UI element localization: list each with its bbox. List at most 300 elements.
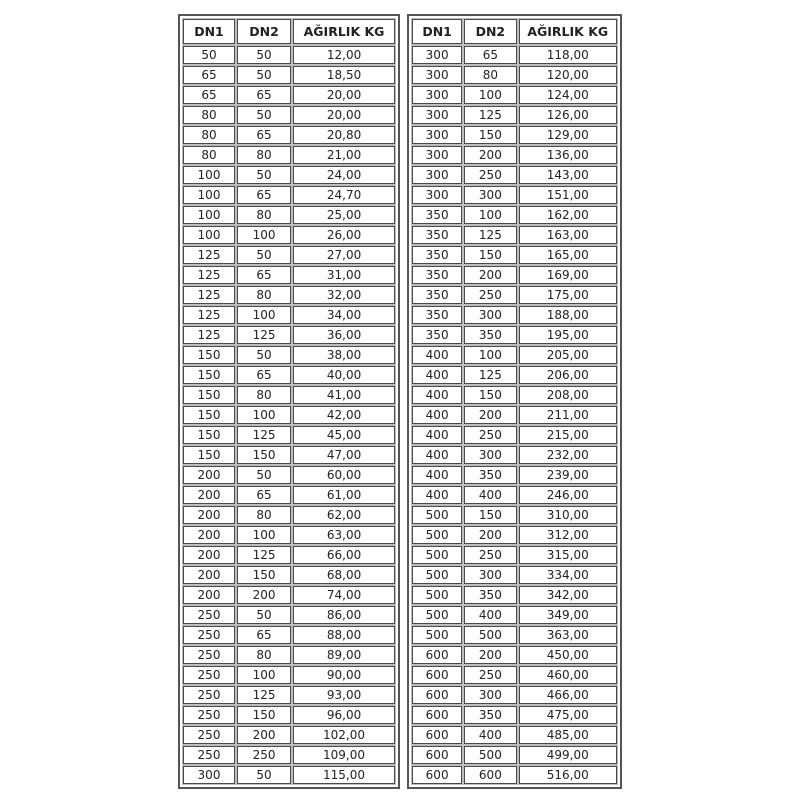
weight-table-right-frame <box>407 14 622 789</box>
cell-dn2: 250 <box>464 286 516 304</box>
table-row <box>183 186 395 204</box>
cell-dn1: 200 <box>183 506 235 524</box>
cell-dn1: 200 <box>183 546 235 564</box>
cell-dn1: 400 <box>412 426 462 444</box>
table-row <box>183 646 395 664</box>
cell-dn1: 150 <box>183 426 235 444</box>
cell-dn2: 150 <box>464 246 516 264</box>
cell-dn2: 400 <box>464 606 516 624</box>
cell-weight-kg: 93,00 <box>293 686 395 704</box>
cell-dn1: 250 <box>183 726 235 744</box>
table-row <box>183 726 395 744</box>
table-row <box>183 606 395 624</box>
cell-weight-kg: 205,00 <box>519 346 618 364</box>
cell-dn2: 200 <box>464 146 516 164</box>
cell-dn2: 100 <box>237 526 291 544</box>
cell-dn1: 600 <box>412 726 462 744</box>
cell-dn2: 80 <box>237 146 291 164</box>
cell-weight-kg: 499,00 <box>519 746 618 764</box>
cell-weight-kg: 246,00 <box>519 486 618 504</box>
table-row <box>412 206 617 224</box>
cell-weight-kg: 47,00 <box>293 446 395 464</box>
cell-dn2: 125 <box>464 106 516 124</box>
cell-dn2: 125 <box>237 426 291 444</box>
cell-dn2: 65 <box>237 626 291 644</box>
cell-weight-kg: 88,00 <box>293 626 395 644</box>
cell-weight-kg: 62,00 <box>293 506 395 524</box>
table-row <box>183 286 395 304</box>
table-row <box>412 406 617 424</box>
cell-dn2: 150 <box>237 706 291 724</box>
cell-weight-kg: 312,00 <box>519 526 618 544</box>
cell-dn1: 350 <box>412 266 462 284</box>
cell-dn2: 50 <box>237 46 291 64</box>
cell-dn1: 400 <box>412 366 462 384</box>
cell-weight-kg: 20,00 <box>293 106 395 124</box>
cell-weight-kg: 485,00 <box>519 726 618 744</box>
cell-dn1: 600 <box>412 706 462 724</box>
table-row <box>183 626 395 644</box>
cell-dn1: 50 <box>183 46 235 64</box>
cell-weight-kg: 450,00 <box>519 646 618 664</box>
weight-table-left-frame <box>178 14 400 789</box>
table-row <box>183 326 395 344</box>
table-row <box>412 166 617 184</box>
cell-weight-kg: 310,00 <box>519 506 618 524</box>
cell-dn1: 150 <box>183 346 235 364</box>
cell-dn1: 600 <box>412 646 462 664</box>
table-row <box>412 566 617 584</box>
cell-dn2: 50 <box>237 166 291 184</box>
cell-weight-kg: 136,00 <box>519 146 618 164</box>
cell-dn1: 250 <box>183 686 235 704</box>
cell-dn1: 500 <box>412 606 462 624</box>
cell-dn1: 250 <box>183 626 235 644</box>
cell-weight-kg: 109,00 <box>293 746 395 764</box>
cell-weight-kg: 163,00 <box>519 226 618 244</box>
table-row <box>183 446 395 464</box>
cell-weight-kg: 24,00 <box>293 166 395 184</box>
table-row <box>183 426 395 444</box>
cell-dn2: 300 <box>464 446 516 464</box>
table-row <box>412 186 617 204</box>
cell-weight-kg: 32,00 <box>293 286 395 304</box>
cell-dn2: 125 <box>237 546 291 564</box>
cell-weight-kg: 349,00 <box>519 606 618 624</box>
table-row <box>412 766 617 784</box>
cell-weight-kg: 42,00 <box>293 406 395 424</box>
cell-dn1: 500 <box>412 566 462 584</box>
cell-dn1: 500 <box>412 526 462 544</box>
cell-dn2: 80 <box>237 646 291 664</box>
cell-dn1: 125 <box>183 326 235 344</box>
weight-table-left <box>181 17 397 786</box>
cell-dn1: 400 <box>412 346 462 364</box>
cell-dn2: 65 <box>237 86 291 104</box>
cell-dn2: 350 <box>464 706 516 724</box>
cell-dn2: 100 <box>237 226 291 244</box>
cell-dn2: 100 <box>464 346 516 364</box>
cell-dn2: 250 <box>464 546 516 564</box>
table-header-row <box>412 19 617 44</box>
header-dn1: DN1 <box>183 19 235 44</box>
table-row <box>412 486 617 504</box>
table-row <box>412 646 617 664</box>
cell-dn2: 200 <box>464 266 516 284</box>
cell-dn2: 300 <box>464 566 516 584</box>
cell-weight-kg: 162,00 <box>519 206 618 224</box>
cell-weight-kg: 60,00 <box>293 466 395 484</box>
cell-weight-kg: 26,00 <box>293 226 395 244</box>
cell-dn2: 100 <box>464 86 516 104</box>
cell-weight-kg: 45,00 <box>293 426 395 444</box>
cell-weight-kg: 31,00 <box>293 266 395 284</box>
cell-dn1: 300 <box>412 106 462 124</box>
cell-dn1: 600 <box>412 686 462 704</box>
cell-dn1: 300 <box>412 66 462 84</box>
cell-dn2: 50 <box>237 246 291 264</box>
cell-dn1: 500 <box>412 546 462 564</box>
cell-dn2: 125 <box>464 366 516 384</box>
cell-dn1: 300 <box>412 46 462 64</box>
table-row <box>412 46 617 64</box>
cell-dn2: 300 <box>464 686 516 704</box>
cell-dn2: 150 <box>237 566 291 584</box>
cell-weight-kg: 90,00 <box>293 666 395 684</box>
cell-weight-kg: 20,00 <box>293 86 395 104</box>
table-row <box>183 66 395 84</box>
cell-weight-kg: 169,00 <box>519 266 618 284</box>
cell-weight-kg: 61,00 <box>293 486 395 504</box>
cell-dn1: 350 <box>412 286 462 304</box>
cell-weight-kg: 126,00 <box>519 106 618 124</box>
table-row <box>183 146 395 164</box>
weight-table-right <box>410 17 619 786</box>
table-row <box>412 306 617 324</box>
cell-dn1: 65 <box>183 86 235 104</box>
cell-weight-kg: 151,00 <box>519 186 618 204</box>
cell-weight-kg: 66,00 <box>293 546 395 564</box>
cell-dn2: 80 <box>464 66 516 84</box>
table-row <box>183 466 395 484</box>
cell-dn1: 400 <box>412 446 462 464</box>
cell-dn2: 65 <box>237 366 291 384</box>
cell-dn1: 150 <box>183 366 235 384</box>
cell-dn1: 100 <box>183 186 235 204</box>
cell-dn2: 300 <box>464 186 516 204</box>
table-row <box>183 206 395 224</box>
table-header-row <box>183 19 395 44</box>
header-weight-kg: AĞIRLIK KG <box>293 19 395 44</box>
cell-dn2: 65 <box>464 46 516 64</box>
cell-dn1: 350 <box>412 226 462 244</box>
cell-dn2: 150 <box>464 126 516 144</box>
table-row <box>183 506 395 524</box>
table-row <box>412 366 617 384</box>
table-row <box>412 546 617 564</box>
cell-dn2: 100 <box>237 406 291 424</box>
cell-weight-kg: 86,00 <box>293 606 395 624</box>
cell-dn1: 400 <box>412 386 462 404</box>
cell-dn2: 50 <box>237 606 291 624</box>
cell-dn1: 600 <box>412 766 462 784</box>
cell-weight-kg: 211,00 <box>519 406 618 424</box>
cell-dn2: 50 <box>237 346 291 364</box>
table-row <box>183 706 395 724</box>
table-row <box>412 746 617 764</box>
cell-dn2: 200 <box>237 586 291 604</box>
cell-weight-kg: 36,00 <box>293 326 395 344</box>
header-weight-kg: AĞIRLIK KG <box>519 19 618 44</box>
table-row <box>412 246 617 264</box>
table-row <box>183 406 395 424</box>
cell-dn1: 250 <box>183 746 235 764</box>
cell-weight-kg: 27,00 <box>293 246 395 264</box>
cell-dn2: 600 <box>464 766 516 784</box>
cell-dn2: 125 <box>464 226 516 244</box>
cell-weight-kg: 21,00 <box>293 146 395 164</box>
table-row <box>412 466 617 484</box>
table-row <box>183 746 395 764</box>
cell-weight-kg: 124,00 <box>519 86 618 104</box>
cell-weight-kg: 120,00 <box>519 66 618 84</box>
table-row <box>183 366 395 384</box>
table-row <box>412 226 617 244</box>
cell-dn2: 65 <box>237 266 291 284</box>
table-row <box>183 246 395 264</box>
cell-dn2: 80 <box>237 286 291 304</box>
cell-weight-kg: 18,50 <box>293 66 395 84</box>
table-row <box>183 306 395 324</box>
cell-dn2: 350 <box>464 326 516 344</box>
table-row <box>183 46 395 64</box>
table-row <box>412 326 617 344</box>
cell-dn2: 65 <box>237 486 291 504</box>
cell-weight-kg: 24,70 <box>293 186 395 204</box>
cell-dn1: 80 <box>183 126 235 144</box>
cell-dn1: 350 <box>412 306 462 324</box>
cell-weight-kg: 215,00 <box>519 426 618 444</box>
cell-dn2: 350 <box>464 586 516 604</box>
cell-weight-kg: 63,00 <box>293 526 395 544</box>
cell-dn1: 200 <box>183 586 235 604</box>
cell-dn1: 300 <box>412 166 462 184</box>
table-row <box>183 106 395 124</box>
cell-dn1: 80 <box>183 106 235 124</box>
cell-dn1: 125 <box>183 306 235 324</box>
table-row <box>412 606 617 624</box>
cell-dn2: 200 <box>464 526 516 544</box>
cell-weight-kg: 334,00 <box>519 566 618 584</box>
cell-dn2: 100 <box>464 206 516 224</box>
table-row <box>183 546 395 564</box>
cell-weight-kg: 68,00 <box>293 566 395 584</box>
cell-dn2: 250 <box>464 166 516 184</box>
cell-weight-kg: 129,00 <box>519 126 618 144</box>
table-row <box>183 486 395 504</box>
table-row <box>412 426 617 444</box>
cell-weight-kg: 41,00 <box>293 386 395 404</box>
cell-dn1: 200 <box>183 466 235 484</box>
cell-dn1: 250 <box>183 646 235 664</box>
header-dn1: DN1 <box>412 19 462 44</box>
cell-dn1: 300 <box>412 86 462 104</box>
table-row <box>412 726 617 744</box>
cell-dn2: 400 <box>464 486 516 504</box>
table-row <box>412 706 617 724</box>
cell-dn2: 500 <box>464 746 516 764</box>
table-row <box>183 126 395 144</box>
table-row <box>412 86 617 104</box>
cell-dn1: 300 <box>183 766 235 784</box>
cell-weight-kg: 342,00 <box>519 586 618 604</box>
cell-dn1: 150 <box>183 446 235 464</box>
cell-dn1: 250 <box>183 606 235 624</box>
cell-weight-kg: 239,00 <box>519 466 618 484</box>
table-row <box>412 626 617 644</box>
table-row <box>412 506 617 524</box>
cell-dn1: 250 <box>183 666 235 684</box>
table-row <box>183 686 395 704</box>
cell-dn1: 200 <box>183 486 235 504</box>
table-row <box>183 586 395 604</box>
cell-dn2: 50 <box>237 106 291 124</box>
cell-weight-kg: 89,00 <box>293 646 395 664</box>
cell-dn2: 200 <box>464 406 516 424</box>
cell-weight-kg: 175,00 <box>519 286 618 304</box>
cell-dn1: 600 <box>412 746 462 764</box>
table-row <box>412 446 617 464</box>
table-row <box>183 766 395 784</box>
table-row <box>183 386 395 404</box>
cell-dn1: 300 <box>412 126 462 144</box>
table-row <box>412 106 617 124</box>
table-row <box>412 386 617 404</box>
cell-weight-kg: 118,00 <box>519 46 618 64</box>
cell-dn1: 100 <box>183 226 235 244</box>
cell-dn2: 250 <box>237 746 291 764</box>
cell-dn2: 150 <box>464 386 516 404</box>
cell-weight-kg: 34,00 <box>293 306 395 324</box>
cell-dn2: 250 <box>464 426 516 444</box>
cell-weight-kg: 208,00 <box>519 386 618 404</box>
cell-dn2: 125 <box>237 326 291 344</box>
cell-dn2: 500 <box>464 626 516 644</box>
cell-weight-kg: 96,00 <box>293 706 395 724</box>
table-row <box>183 526 395 544</box>
cell-weight-kg: 74,00 <box>293 586 395 604</box>
cell-dn2: 200 <box>237 726 291 744</box>
table-row <box>183 166 395 184</box>
cell-weight-kg: 12,00 <box>293 46 395 64</box>
cell-weight-kg: 206,00 <box>519 366 618 384</box>
cell-dn1: 500 <box>412 506 462 524</box>
cell-dn2: 100 <box>237 666 291 684</box>
cell-dn2: 65 <box>237 186 291 204</box>
table-row <box>412 286 617 304</box>
table-row <box>183 86 395 104</box>
cell-dn1: 100 <box>183 206 235 224</box>
table-row <box>412 586 617 604</box>
cell-dn2: 50 <box>237 466 291 484</box>
cell-dn2: 350 <box>464 466 516 484</box>
cell-dn2: 80 <box>237 206 291 224</box>
cell-dn1: 500 <box>412 626 462 644</box>
table-row <box>412 346 617 364</box>
table-row <box>412 686 617 704</box>
table-row <box>183 666 395 684</box>
table-row <box>183 226 395 244</box>
cell-dn1: 200 <box>183 526 235 544</box>
cell-weight-kg: 363,00 <box>519 626 618 644</box>
table-row <box>412 146 617 164</box>
cell-dn1: 150 <box>183 406 235 424</box>
cell-dn2: 100 <box>237 306 291 324</box>
table-row <box>183 266 395 284</box>
cell-dn1: 400 <box>412 466 462 484</box>
cell-dn2: 300 <box>464 306 516 324</box>
header-dn2: DN2 <box>464 19 516 44</box>
cell-weight-kg: 466,00 <box>519 686 618 704</box>
cell-dn1: 350 <box>412 326 462 344</box>
cell-weight-kg: 460,00 <box>519 666 618 684</box>
header-dn2: DN2 <box>237 19 291 44</box>
cell-dn1: 100 <box>183 166 235 184</box>
cell-weight-kg: 516,00 <box>519 766 618 784</box>
cell-dn1: 125 <box>183 286 235 304</box>
cell-dn1: 125 <box>183 266 235 284</box>
cell-dn1: 500 <box>412 586 462 604</box>
cell-dn1: 125 <box>183 246 235 264</box>
cell-dn2: 80 <box>237 506 291 524</box>
cell-weight-kg: 20,80 <box>293 126 395 144</box>
cell-dn2: 50 <box>237 66 291 84</box>
cell-weight-kg: 195,00 <box>519 326 618 344</box>
cell-dn1: 65 <box>183 66 235 84</box>
cell-dn1: 300 <box>412 146 462 164</box>
table-row <box>412 66 617 84</box>
cell-dn1: 250 <box>183 706 235 724</box>
cell-dn2: 250 <box>464 666 516 684</box>
cell-dn1: 350 <box>412 246 462 264</box>
table-row <box>183 346 395 364</box>
cell-dn2: 50 <box>237 766 291 784</box>
table-row <box>412 526 617 544</box>
cell-dn1: 80 <box>183 146 235 164</box>
cell-weight-kg: 25,00 <box>293 206 395 224</box>
cell-dn2: 150 <box>237 446 291 464</box>
cell-dn2: 200 <box>464 646 516 664</box>
table-row <box>412 666 617 684</box>
table-row <box>412 266 617 284</box>
cell-weight-kg: 165,00 <box>519 246 618 264</box>
cell-weight-kg: 315,00 <box>519 546 618 564</box>
table-row <box>183 566 395 584</box>
cell-dn2: 65 <box>237 126 291 144</box>
cell-weight-kg: 102,00 <box>293 726 395 744</box>
cell-dn1: 300 <box>412 186 462 204</box>
cell-dn2: 150 <box>464 506 516 524</box>
cell-dn1: 150 <box>183 386 235 404</box>
cell-dn1: 350 <box>412 206 462 224</box>
table-row <box>412 126 617 144</box>
cell-dn1: 600 <box>412 666 462 684</box>
cell-weight-kg: 475,00 <box>519 706 618 724</box>
cell-dn1: 400 <box>412 406 462 424</box>
cell-dn2: 80 <box>237 386 291 404</box>
cell-weight-kg: 38,00 <box>293 346 395 364</box>
cell-dn2: 400 <box>464 726 516 744</box>
